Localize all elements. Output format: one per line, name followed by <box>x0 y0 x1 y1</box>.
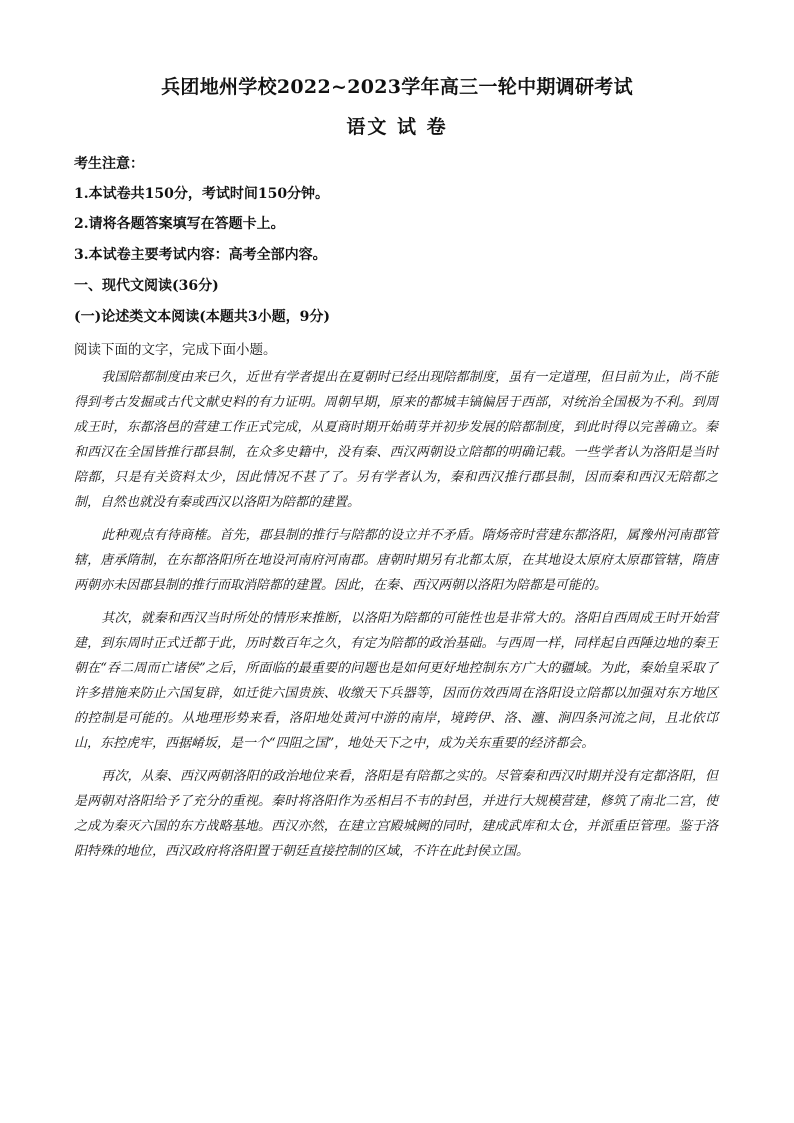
passage-paragraph-2: 此种观点有待商榷。首先，郡县制的推行与陪都的设立并不矛盾。隋炀帝时营建东都洛阳，属豫州河南郡管辖，唐承隋制，在东都洛阳所在地设河南府河南郡。唐朝时期另有北都太原，在其地设太原府太原郡管辖，隋唐两朝亦未因郡县制的推行而取消陪都的建置。因此，在秦、西汉两朝以洛阳为陪都是可能的。 <box>74 528 718 593</box>
notice-item-1: 1.本试卷共150分，考试时间150分钟。 <box>74 186 330 202</box>
notice-item-3: 3.本试卷主要考试内容：高考全部内容。 <box>74 247 327 263</box>
notice-heading: 考生注意： <box>74 156 144 172</box>
exam-title: 兵团地州学校2022~2023学年高三一轮中期调研考试 <box>161 76 633 98</box>
reading-passage <box>74 365 718 864</box>
section-title: 一、现代文阅读(36分) <box>74 278 219 294</box>
passage-paragraph-3: 其次，就秦和西汉当时所处的情形来推断，以洛阳为陪都的可能性也是非常大的。洛阳自西周成王时开始营建，到东周时正式迁都于此，历时数百年之久，有定为陪都的政治基础。与西周一样，同样起自西陲边地的秦王朝在“吞二周而亡诸侯”之后，所面临的最重要的问题也是如何更好地控制东方广大的疆域。为此，秦始皇采取了许多措施来防止六国复辟，如迁徙六国贵族、收缴天下兵器等，因而仿效西周在洛阳设立陪都以加强对东方地区的控制是可能的。从地理形势来看，洛阳地处黄河中游的南岸，境跨伊、洛、瀍、涧四条河流之间，且北依邙山，东控虎牢，西据崤坂，是一个“四阻之国”，地处天下之中，成为关东重要的经济都会。 <box>74 611 718 751</box>
notice-item-2: 2.请将各题答案填写在答题卡上。 <box>74 216 285 232</box>
passage-paragraph-4: 再次，从秦、西汉两朝洛阳的政治地位来看，洛阳是有陪都之实的。尽管秦和西汉时期并没有定都洛阳，但是两朝对洛阳给予了充分的重视。秦时将洛阳作为丞相吕不韦的封邑，并进行大规模营建，修筑了南北二宫，使之成为秦灭六国的东方战略基地。西汉亦然，在建立宫殿城阙的同时，建成武库和太仓，并派重臣管理。鉴于洛阳特殊的地位，西汉政府将洛阳置于朝廷直接控制的区域，不许在此封侯立国。 <box>74 769 718 859</box>
section-subtitle: (一)论述类文本阅读(本题共3小题，9分) <box>74 309 330 325</box>
passage-paragraph-1: 我国陪都制度由来已久，近世有学者提出在夏朝时已经出现陪都制度，虽有一定道理，但目前为止，尚不能得到考古发掘或古代文献史料的有力证明。周朝早期，原来的都城丰镐偏居于西部，对统治全国极为不利。到周成王时，东都洛邑的营建工作正式完成，从夏商时期开始萌芽并初步发展的陪都制度，到此时得以完善确立。秦和西汉在全国皆推行郡县制，在众多史籍中，没有秦、西汉两朝设立陪都的明确记载。一些学者认为洛阳是当时陪都，只是有关资料太少，因此情况不甚了了。另有学者认为，秦和西汉推行郡县制，因而秦和西汉无陪都之制，自然也就没有秦或西汉以洛阳为陪都的建置。 <box>74 370 718 510</box>
exam-subtitle: 语文 试 卷 <box>346 116 448 138</box>
reading-instruction: 阅读下面的文字，完成下面小题。 <box>74 342 277 358</box>
